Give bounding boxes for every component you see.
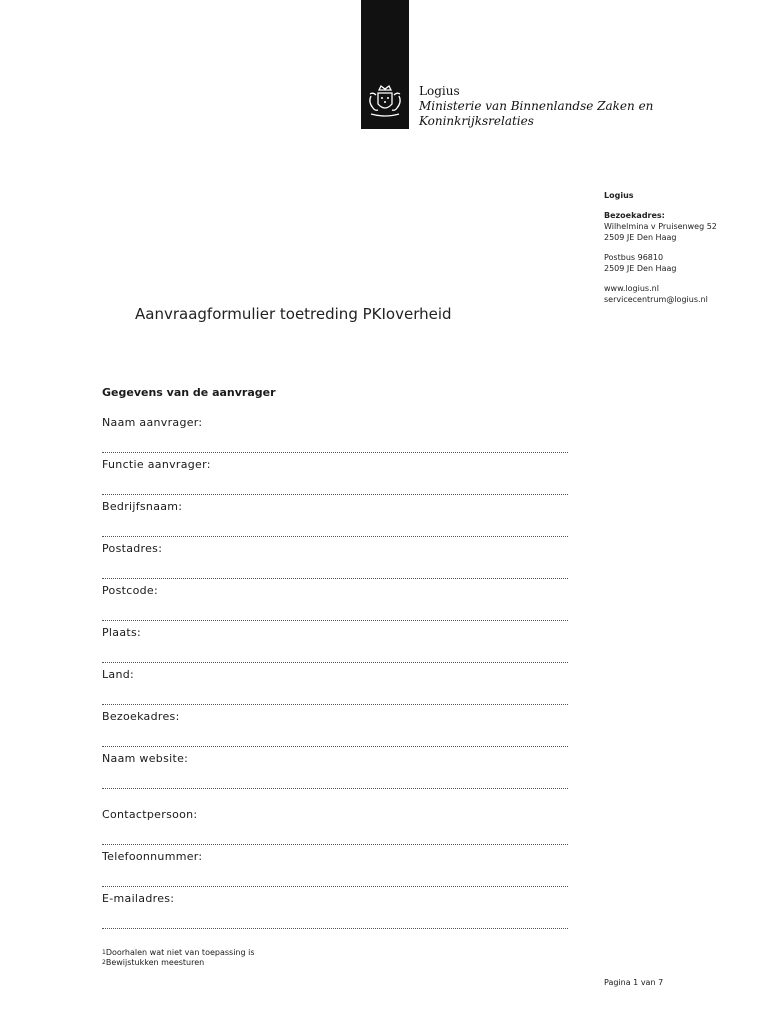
- footnote-marker: 2: [102, 959, 106, 966]
- footnotes: [102, 948, 255, 968]
- field-land: [102, 668, 568, 682]
- footnote-2: [102, 958, 255, 968]
- page-number: Pagina 1 van 7: [604, 978, 664, 987]
- field-label: Postcode:: [102, 584, 158, 597]
- field-naam-website: [102, 752, 568, 766]
- sender-name: Logius: [604, 191, 634, 200]
- field-label: E-mailadres:: [102, 892, 175, 905]
- org-name: Logius: [419, 84, 460, 98]
- fill-in-line[interactable]: [102, 788, 568, 789]
- field-contactpersoon: [102, 808, 568, 822]
- field-label: Bedrijfsnaam:: [102, 500, 183, 513]
- field-label: Functie aanvrager:: [102, 458, 211, 471]
- fill-in-line[interactable]: [102, 844, 568, 845]
- field-label: Contactpersoon:: [102, 808, 198, 821]
- fill-in-line[interactable]: [102, 746, 568, 747]
- footnote-marker: 1: [102, 949, 106, 956]
- fill-in-line[interactable]: [102, 578, 568, 579]
- website-link[interactable]: www.logius.nl: [604, 284, 659, 293]
- email-link[interactable]: servicecentrum@logius.nl: [604, 295, 708, 304]
- fill-in-line[interactable]: [102, 536, 568, 537]
- visit-street: Wilhelmina v Pruisenweg 52: [604, 222, 717, 231]
- postbus: Postbus 96810: [604, 253, 664, 262]
- footnote-text: Doorhalen wat niet van toepassing is: [105, 948, 255, 957]
- fill-in-line[interactable]: [102, 704, 568, 705]
- field-label: Bezoekadres:: [102, 710, 180, 723]
- field-bezoekadres: [102, 710, 568, 724]
- section-title: Gegevens van de aanvrager: [102, 386, 276, 399]
- document-title: Aanvraagformulier toetreding PKIoverheid: [135, 305, 452, 323]
- field-postcode: [102, 584, 568, 598]
- fill-in-line[interactable]: [102, 886, 568, 887]
- field-e-mailadres: [102, 892, 568, 906]
- field-label: Telefoonnummer:: [102, 850, 203, 863]
- visit-city: 2509 JE Den Haag: [604, 233, 677, 242]
- field-telefoonnummer: [102, 850, 568, 864]
- fill-in-line[interactable]: [102, 620, 568, 621]
- field-plaats: [102, 626, 568, 640]
- sender-address-block: [604, 190, 717, 305]
- field-label: Naam aanvrager:: [102, 416, 203, 429]
- field-label: Postadres:: [102, 542, 163, 555]
- field-postadres: [102, 542, 568, 556]
- fill-in-line[interactable]: [102, 928, 568, 929]
- field-label: Naam website:: [102, 752, 189, 765]
- ministry-name-line1: Ministerie van Binnenlandse Zaken en: [419, 99, 654, 113]
- post-city: 2509 JE Den Haag: [604, 264, 677, 273]
- footnote-1: [102, 948, 255, 958]
- fill-in-line[interactable]: [102, 662, 568, 663]
- footnote-text: Bewijstukken meesturen: [105, 958, 205, 967]
- coat-of-arms-icon: [365, 84, 405, 120]
- ministry-logo-text: [419, 84, 653, 129]
- field-label: Land:: [102, 668, 135, 681]
- field-label: Plaats:: [102, 626, 142, 639]
- ministry-name-line2: Koninkrijksrelaties: [419, 114, 534, 128]
- field-bedrijfsnaam: [102, 500, 568, 514]
- fill-in-line[interactable]: [102, 452, 568, 453]
- fill-in-line[interactable]: [102, 494, 568, 495]
- visit-address-label: Bezoekadres:: [604, 211, 665, 220]
- field-naam-aanvrager: [102, 416, 568, 430]
- field-functie-aanvrager: [102, 458, 568, 472]
- logo-bar: [361, 0, 409, 129]
